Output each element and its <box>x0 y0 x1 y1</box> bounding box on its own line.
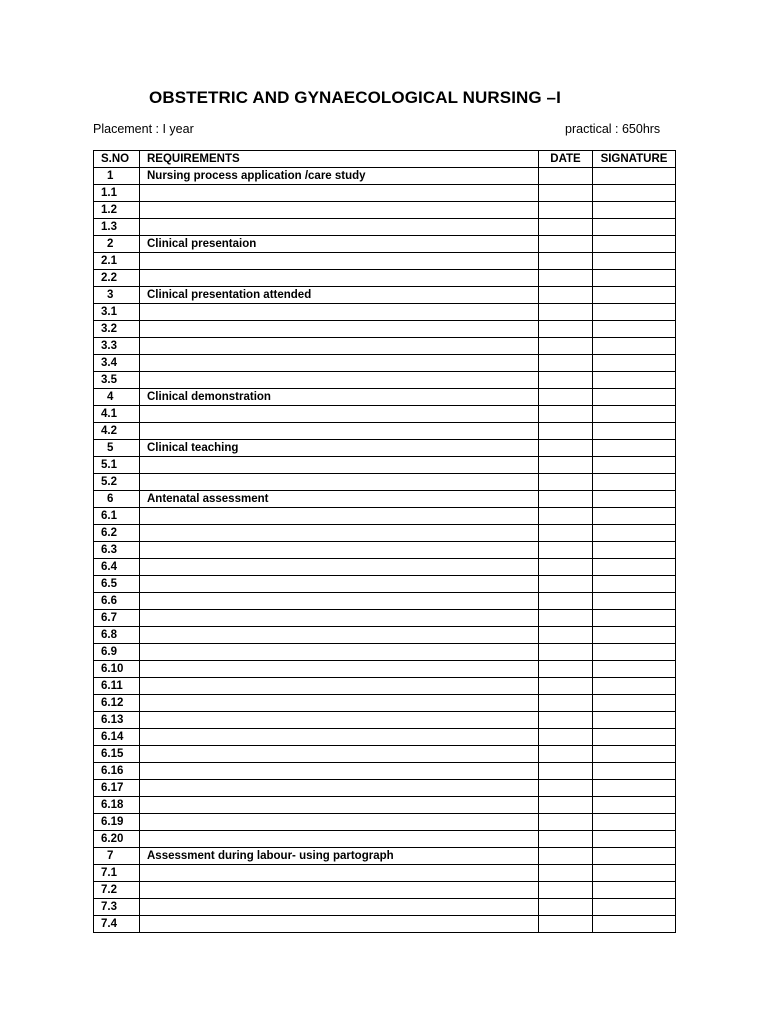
row-signature-cell[interactable] <box>593 678 676 695</box>
row-sno: 1.1 <box>94 185 140 202</box>
table-row <box>94 168 676 185</box>
table-row <box>94 202 676 219</box>
header-sno: S.NO <box>94 151 140 168</box>
table-row <box>94 780 676 797</box>
row-requirement <box>140 831 539 848</box>
table-row <box>94 321 676 338</box>
row-date-cell[interactable] <box>539 899 593 916</box>
row-requirement <box>140 610 539 627</box>
table-row <box>94 457 676 474</box>
row-signature-cell[interactable] <box>593 389 676 406</box>
row-date-cell[interactable] <box>539 559 593 576</box>
row-sno: 6 <box>94 491 140 508</box>
row-sno: 4.2 <box>94 423 140 440</box>
row-requirement: Clinical teaching <box>140 440 539 457</box>
row-sno: 7.1 <box>94 865 140 882</box>
row-requirement: Clinical demonstration <box>140 389 539 406</box>
row-date-cell[interactable] <box>539 729 593 746</box>
table-row <box>94 372 676 389</box>
table-row <box>94 746 676 763</box>
row-requirement: Antenatal assessment <box>140 491 539 508</box>
placement-label: Placement : I year <box>93 122 194 136</box>
table-row <box>94 610 676 627</box>
row-sno: 2.2 <box>94 270 140 287</box>
row-signature-cell[interactable] <box>593 219 676 236</box>
row-date-cell[interactable] <box>539 644 593 661</box>
row-date-cell[interactable] <box>539 406 593 423</box>
row-signature-cell[interactable] <box>593 882 676 899</box>
row-date-cell[interactable] <box>539 865 593 882</box>
row-signature-cell[interactable] <box>593 712 676 729</box>
row-sno: 6.16 <box>94 763 140 780</box>
row-requirement: Clinical presentaion <box>140 236 539 253</box>
table-row <box>94 185 676 202</box>
row-date-cell[interactable] <box>539 678 593 695</box>
row-sno: 6.2 <box>94 525 140 542</box>
row-sno: 3.2 <box>94 321 140 338</box>
table-row <box>94 678 676 695</box>
row-date-cell[interactable] <box>539 542 593 559</box>
table-row <box>94 797 676 814</box>
row-requirement <box>140 304 539 321</box>
row-requirement <box>140 338 539 355</box>
row-signature-cell[interactable] <box>593 797 676 814</box>
table-row <box>94 270 676 287</box>
row-date-cell[interactable] <box>539 661 593 678</box>
table-row <box>94 338 676 355</box>
row-signature-cell[interactable] <box>593 202 676 219</box>
table-row <box>94 440 676 457</box>
row-sno: 6.18 <box>94 797 140 814</box>
row-sno: 6.10 <box>94 661 140 678</box>
requirements-table <box>93 150 676 933</box>
row-signature-cell[interactable] <box>593 593 676 610</box>
row-date-cell[interactable] <box>539 440 593 457</box>
row-sno: 6.11 <box>94 678 140 695</box>
row-sno: 3.5 <box>94 372 140 389</box>
row-sno: 6.7 <box>94 610 140 627</box>
row-date-cell[interactable] <box>539 508 593 525</box>
row-signature-cell[interactable] <box>593 695 676 712</box>
table-row <box>94 882 676 899</box>
row-date-cell[interactable] <box>539 831 593 848</box>
row-date-cell[interactable] <box>539 236 593 253</box>
row-sno: 5.1 <box>94 457 140 474</box>
row-requirement <box>140 508 539 525</box>
table-row <box>94 627 676 644</box>
table-row <box>94 491 676 508</box>
row-requirement <box>140 763 539 780</box>
row-requirement <box>140 899 539 916</box>
table-row <box>94 899 676 916</box>
row-requirement <box>140 423 539 440</box>
row-requirement: Assessment during labour- using partograph <box>140 848 539 865</box>
row-requirement <box>140 695 539 712</box>
row-requirement <box>140 457 539 474</box>
row-signature-cell[interactable] <box>593 627 676 644</box>
row-requirement <box>140 593 539 610</box>
row-date-cell[interactable] <box>539 916 593 933</box>
row-signature-cell[interactable] <box>593 559 676 576</box>
table-row <box>94 763 676 780</box>
row-signature-cell[interactable] <box>593 661 676 678</box>
row-signature-cell[interactable] <box>593 763 676 780</box>
row-signature-cell[interactable] <box>593 321 676 338</box>
row-signature-cell[interactable] <box>593 457 676 474</box>
row-date-cell[interactable] <box>539 185 593 202</box>
row-signature-cell[interactable] <box>593 848 676 865</box>
row-signature-cell[interactable] <box>593 474 676 491</box>
row-signature-cell[interactable] <box>593 865 676 882</box>
row-date-cell[interactable] <box>539 304 593 321</box>
row-requirement <box>140 814 539 831</box>
row-date-cell[interactable] <box>539 627 593 644</box>
header-signature: SIGNATURE <box>593 151 676 168</box>
table-row <box>94 287 676 304</box>
row-sno: 6.9 <box>94 644 140 661</box>
row-date-cell[interactable] <box>539 576 593 593</box>
row-date-cell[interactable] <box>539 695 593 712</box>
row-date-cell[interactable] <box>539 287 593 304</box>
row-sno: 6.20 <box>94 831 140 848</box>
row-requirement <box>140 542 539 559</box>
table-row <box>94 916 676 933</box>
row-signature-cell[interactable] <box>593 270 676 287</box>
row-sno: 6.4 <box>94 559 140 576</box>
table-row <box>94 712 676 729</box>
table-row <box>94 389 676 406</box>
row-requirement <box>140 185 539 202</box>
table-row <box>94 848 676 865</box>
table-row <box>94 219 676 236</box>
table-header <box>94 151 676 168</box>
table-row <box>94 831 676 848</box>
row-requirement <box>140 661 539 678</box>
row-requirement <box>140 372 539 389</box>
row-date-cell[interactable] <box>539 797 593 814</box>
row-signature-cell[interactable] <box>593 831 676 848</box>
row-sno: 6.12 <box>94 695 140 712</box>
row-sno: 7.2 <box>94 882 140 899</box>
row-sno: 2 <box>94 236 140 253</box>
row-signature-cell[interactable] <box>593 185 676 202</box>
row-date-cell[interactable] <box>539 355 593 372</box>
row-date-cell[interactable] <box>539 610 593 627</box>
row-signature-cell[interactable] <box>593 644 676 661</box>
table-row <box>94 695 676 712</box>
row-signature-cell[interactable] <box>593 372 676 389</box>
row-date-cell[interactable] <box>539 219 593 236</box>
row-date-cell[interactable] <box>539 525 593 542</box>
row-sno: 4.1 <box>94 406 140 423</box>
row-requirement <box>140 219 539 236</box>
row-sno: 1 <box>94 168 140 185</box>
row-sno: 6.1 <box>94 508 140 525</box>
row-signature-cell[interactable] <box>593 525 676 542</box>
row-requirement <box>140 712 539 729</box>
table-body <box>94 168 676 933</box>
header-requirements: REQUIREMENTS <box>140 151 539 168</box>
table-row <box>94 661 676 678</box>
table-row <box>94 542 676 559</box>
table-row <box>94 559 676 576</box>
row-signature-cell[interactable] <box>593 287 676 304</box>
row-requirement: Clinical presentation attended <box>140 287 539 304</box>
row-date-cell[interactable] <box>539 882 593 899</box>
row-date-cell[interactable] <box>539 593 593 610</box>
row-sno: 4 <box>94 389 140 406</box>
row-signature-cell[interactable] <box>593 406 676 423</box>
table-row <box>94 304 676 321</box>
row-sno: 7.3 <box>94 899 140 916</box>
row-date-cell[interactable] <box>539 321 593 338</box>
row-sno: 3.3 <box>94 338 140 355</box>
table-row <box>94 508 676 525</box>
row-date-cell[interactable] <box>539 270 593 287</box>
row-sno: 6.6 <box>94 593 140 610</box>
header-date: DATE <box>539 151 593 168</box>
row-requirement <box>140 270 539 287</box>
row-date-cell[interactable] <box>539 202 593 219</box>
row-sno: 6.14 <box>94 729 140 746</box>
row-requirement <box>140 678 539 695</box>
row-signature-cell[interactable] <box>593 576 676 593</box>
table-row <box>94 525 676 542</box>
row-sno: 7 <box>94 848 140 865</box>
row-signature-cell[interactable] <box>593 610 676 627</box>
row-requirement <box>140 865 539 882</box>
row-requirement <box>140 627 539 644</box>
row-sno: 5 <box>94 440 140 457</box>
row-requirement <box>140 202 539 219</box>
row-date-cell[interactable] <box>539 746 593 763</box>
row-sno: 5.2 <box>94 474 140 491</box>
row-date-cell[interactable] <box>539 491 593 508</box>
row-sno: 1.3 <box>94 219 140 236</box>
row-signature-cell[interactable] <box>593 168 676 185</box>
row-signature-cell[interactable] <box>593 253 676 270</box>
row-signature-cell[interactable] <box>593 780 676 797</box>
row-sno: 6.13 <box>94 712 140 729</box>
row-requirement <box>140 780 539 797</box>
row-requirement <box>140 644 539 661</box>
row-requirement <box>140 525 539 542</box>
row-requirement <box>140 355 539 372</box>
row-signature-cell[interactable] <box>593 729 676 746</box>
row-date-cell[interactable] <box>539 763 593 780</box>
row-date-cell[interactable] <box>539 848 593 865</box>
table-row <box>94 576 676 593</box>
header-row <box>94 151 676 168</box>
table-row <box>94 729 676 746</box>
row-signature-cell[interactable] <box>593 508 676 525</box>
row-requirement <box>140 559 539 576</box>
row-signature-cell[interactable] <box>593 491 676 508</box>
row-sno: 6.3 <box>94 542 140 559</box>
row-sno: 6.15 <box>94 746 140 763</box>
row-requirement <box>140 253 539 270</box>
document-title: OBSTETRIC AND GYNAECOLOGICAL NURSING –I <box>149 88 561 107</box>
row-date-cell[interactable] <box>539 457 593 474</box>
row-date-cell[interactable] <box>539 372 593 389</box>
row-signature-cell[interactable] <box>593 338 676 355</box>
row-sno: 6.8 <box>94 627 140 644</box>
table-row <box>94 236 676 253</box>
row-requirement <box>140 321 539 338</box>
row-requirement <box>140 576 539 593</box>
row-date-cell[interactable] <box>539 814 593 831</box>
row-sno: 3 <box>94 287 140 304</box>
row-signature-cell[interactable] <box>593 899 676 916</box>
row-requirement <box>140 406 539 423</box>
row-signature-cell[interactable] <box>593 304 676 321</box>
table-row <box>94 253 676 270</box>
row-signature-cell[interactable] <box>593 746 676 763</box>
row-sno: 2.1 <box>94 253 140 270</box>
row-date-cell[interactable] <box>539 423 593 440</box>
row-signature-cell[interactable] <box>593 814 676 831</box>
row-sno: 6.17 <box>94 780 140 797</box>
row-requirement <box>140 797 539 814</box>
row-requirement <box>140 882 539 899</box>
table-row <box>94 814 676 831</box>
table-row <box>94 355 676 372</box>
row-date-cell[interactable] <box>539 474 593 491</box>
row-date-cell[interactable] <box>539 168 593 185</box>
row-requirement <box>140 729 539 746</box>
table-row <box>94 865 676 882</box>
row-requirement <box>140 474 539 491</box>
row-sno: 3.4 <box>94 355 140 372</box>
row-signature-cell[interactable] <box>593 440 676 457</box>
row-sno: 3.1 <box>94 304 140 321</box>
row-sno: 1.2 <box>94 202 140 219</box>
row-signature-cell[interactable] <box>593 423 676 440</box>
row-date-cell[interactable] <box>539 253 593 270</box>
row-signature-cell[interactable] <box>593 236 676 253</box>
row-requirement <box>140 746 539 763</box>
row-signature-cell[interactable] <box>593 355 676 372</box>
row-date-cell[interactable] <box>539 780 593 797</box>
row-date-cell[interactable] <box>539 389 593 406</box>
row-signature-cell[interactable] <box>593 916 676 933</box>
row-date-cell[interactable] <box>539 712 593 729</box>
table-row <box>94 406 676 423</box>
row-sno: 6.5 <box>94 576 140 593</box>
table-row <box>94 423 676 440</box>
row-date-cell[interactable] <box>539 338 593 355</box>
practical-hours-label: practical : 650hrs <box>565 122 661 136</box>
row-requirement: Nursing process application /care study <box>140 168 539 185</box>
table-row <box>94 593 676 610</box>
table-row <box>94 644 676 661</box>
row-sno: 6.19 <box>94 814 140 831</box>
row-signature-cell[interactable] <box>593 542 676 559</box>
table-row <box>94 474 676 491</box>
row-requirement <box>140 916 539 933</box>
row-sno: 7.4 <box>94 916 140 933</box>
